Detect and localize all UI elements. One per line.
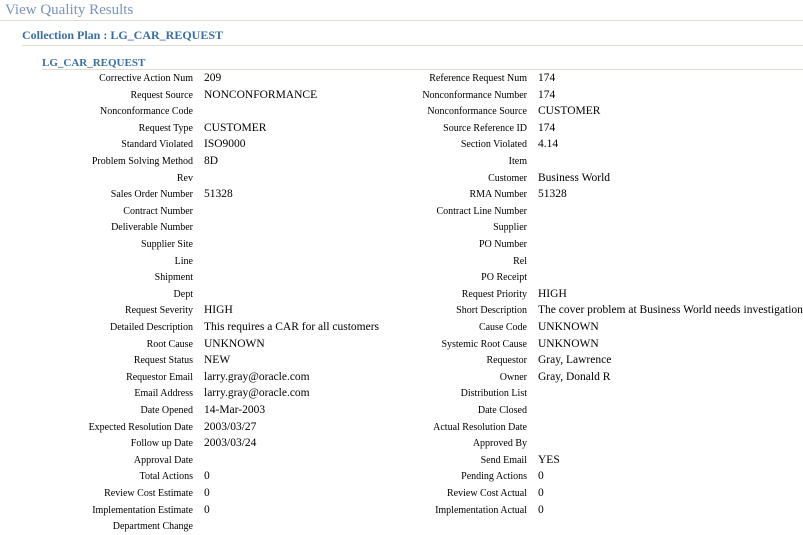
field-value: 0 bbox=[204, 487, 210, 499]
result-row bbox=[0, 269, 803, 286]
result-row bbox=[0, 352, 803, 369]
field-value: 4.14 bbox=[538, 138, 559, 151]
field-label: Root Cause bbox=[146, 338, 193, 350]
field-value: 0 bbox=[204, 470, 210, 483]
field-label: Follow up Date bbox=[130, 438, 193, 450]
field-label: Customer bbox=[488, 172, 527, 184]
result-row bbox=[0, 120, 803, 137]
field-label: Date Opened bbox=[140, 405, 193, 416]
field-label: Line bbox=[174, 255, 193, 267]
field-value: Business World bbox=[538, 171, 611, 184]
result-row bbox=[0, 253, 803, 270]
field-value: Gray, Donald R bbox=[538, 370, 611, 383]
field-value: 2003/03/24 bbox=[204, 437, 257, 450]
field-label: Request Status bbox=[133, 355, 193, 367]
field-value: 174 bbox=[538, 72, 556, 84]
result-row bbox=[0, 518, 803, 535]
field-label: Corrective Action Num bbox=[99, 73, 193, 84]
field-value: 51328 bbox=[538, 188, 567, 201]
result-row bbox=[0, 336, 803, 353]
field-label: Request Priority bbox=[461, 288, 527, 300]
field-label: Review Cost Actual bbox=[447, 488, 527, 499]
field-value: NEW bbox=[204, 354, 231, 367]
result-row bbox=[0, 302, 803, 319]
field-label: Short Description bbox=[456, 305, 527, 317]
collection-plan-header: Collection Plan : LG_CAR_REQUEST bbox=[22, 28, 224, 42]
field-label: PO Number bbox=[478, 239, 527, 250]
result-row bbox=[0, 186, 803, 203]
result-row bbox=[0, 402, 803, 419]
field-label: Request Type bbox=[138, 122, 193, 134]
result-row bbox=[0, 87, 803, 104]
field-label: Distribution List bbox=[460, 388, 527, 400]
field-label: Dept bbox=[173, 288, 193, 300]
result-row bbox=[0, 319, 803, 336]
result-row bbox=[0, 452, 803, 469]
field-label: Source Reference ID bbox=[443, 122, 527, 134]
page-title: View Quality Results bbox=[5, 2, 134, 18]
result-row bbox=[0, 219, 803, 236]
field-label: Department Change bbox=[112, 521, 193, 533]
field-label: Date Closed bbox=[477, 405, 527, 416]
plan-divider bbox=[22, 45, 803, 46]
field-label: Rel bbox=[513, 255, 527, 267]
section-title: LG_CAR_REQUEST bbox=[42, 57, 146, 69]
field-label: Sales Order Number bbox=[110, 189, 193, 201]
result-row bbox=[0, 236, 803, 253]
field-value: This requires a CAR for all customers bbox=[204, 321, 380, 333]
field-label: Requestor Email bbox=[126, 371, 193, 383]
field-label: Expected Resolution Date bbox=[88, 421, 193, 433]
field-label: Rev bbox=[176, 172, 193, 184]
result-row bbox=[0, 203, 803, 220]
field-label: Nonconformance Source bbox=[427, 106, 527, 118]
field-label: Item bbox=[508, 156, 527, 167]
field-label: Requestor bbox=[486, 355, 527, 367]
field-value: CUSTOMER bbox=[538, 105, 601, 118]
field-label: Pending Actions bbox=[461, 471, 527, 483]
field-value: 209 bbox=[204, 72, 222, 84]
field-label: Detailed Description bbox=[109, 322, 193, 333]
result-row bbox=[0, 502, 803, 519]
field-value: 174 bbox=[538, 121, 556, 134]
field-value: 0 bbox=[538, 470, 544, 483]
field-label: Shipment bbox=[154, 272, 193, 284]
field-value: Gray, Lawrence bbox=[538, 354, 612, 367]
field-label: Review Cost Estimate bbox=[104, 488, 193, 499]
title-divider bbox=[0, 20, 803, 21]
field-label: PO Receipt bbox=[481, 272, 527, 284]
field-value: ISO9000 bbox=[204, 138, 246, 151]
result-row bbox=[0, 286, 803, 303]
field-label: Supplier bbox=[493, 222, 527, 234]
field-value: CUSTOMER bbox=[204, 121, 267, 134]
field-label: Total Actions bbox=[139, 471, 193, 483]
field-label: Supplier Site bbox=[141, 239, 193, 250]
result-row bbox=[0, 136, 803, 153]
field-value: HIGH bbox=[204, 304, 233, 317]
field-value: UNKNOWN bbox=[538, 337, 599, 350]
field-label: Actual Resolution Date bbox=[433, 421, 527, 433]
field-label: Send Email bbox=[480, 454, 527, 466]
field-label: Nonconformance Number bbox=[422, 89, 527, 101]
field-label: Cause Code bbox=[478, 322, 527, 333]
field-value: UNKNOWN bbox=[538, 321, 599, 333]
field-label: Reference Request Num bbox=[429, 73, 527, 84]
field-value: The cover problem at Business World needs investigation bbox=[538, 304, 803, 317]
field-value: 51328 bbox=[204, 188, 233, 201]
field-value: 174 bbox=[538, 88, 556, 101]
result-row bbox=[0, 153, 803, 170]
field-label: Request Severity bbox=[124, 305, 193, 317]
field-label: Approved By bbox=[472, 438, 527, 450]
field-value: 0 bbox=[538, 487, 544, 499]
result-row bbox=[0, 103, 803, 120]
result-row bbox=[0, 468, 803, 485]
field-label: Request Source bbox=[130, 89, 193, 101]
field-label: Implementation Estimate bbox=[92, 504, 193, 516]
field-value: 8D bbox=[204, 155, 219, 167]
field-label: Problem Solving Method bbox=[91, 156, 193, 167]
field-label: Standard Violated bbox=[121, 139, 193, 151]
result-row bbox=[0, 369, 803, 386]
field-value: UNKNOWN bbox=[204, 337, 265, 350]
field-label: RMA Number bbox=[469, 189, 527, 201]
field-label: Systemic Root Cause bbox=[441, 338, 527, 350]
result-row bbox=[0, 485, 803, 502]
field-label: Section Violated bbox=[460, 139, 527, 151]
field-value: larry.gray@oracle.com bbox=[204, 370, 310, 383]
field-value: NONCONFORMANCE bbox=[204, 88, 318, 101]
field-label: Email Address bbox=[134, 388, 193, 400]
result-row bbox=[0, 70, 803, 87]
result-row bbox=[0, 419, 803, 436]
field-value: 2003/03/27 bbox=[204, 420, 257, 433]
field-label: Nonconformance Code bbox=[99, 106, 193, 118]
field-label: Deliverable Number bbox=[111, 222, 193, 234]
field-label: Contract Line Number bbox=[436, 205, 527, 217]
field-value: 14-Mar-2003 bbox=[204, 404, 266, 416]
field-value: HIGH bbox=[538, 287, 567, 300]
result-row bbox=[0, 385, 803, 402]
field-label: Implementation Actual bbox=[435, 504, 527, 516]
field-label: Owner bbox=[499, 371, 527, 383]
result-row bbox=[0, 435, 803, 452]
field-value: 0 bbox=[204, 503, 210, 516]
field-label: Contract Number bbox=[123, 205, 193, 217]
result-row bbox=[0, 170, 803, 187]
field-label: Approval Date bbox=[133, 454, 193, 466]
field-value: larry.gray@oracle.com bbox=[204, 387, 310, 400]
field-value: YES bbox=[538, 453, 560, 466]
field-value: 0 bbox=[538, 503, 544, 516]
